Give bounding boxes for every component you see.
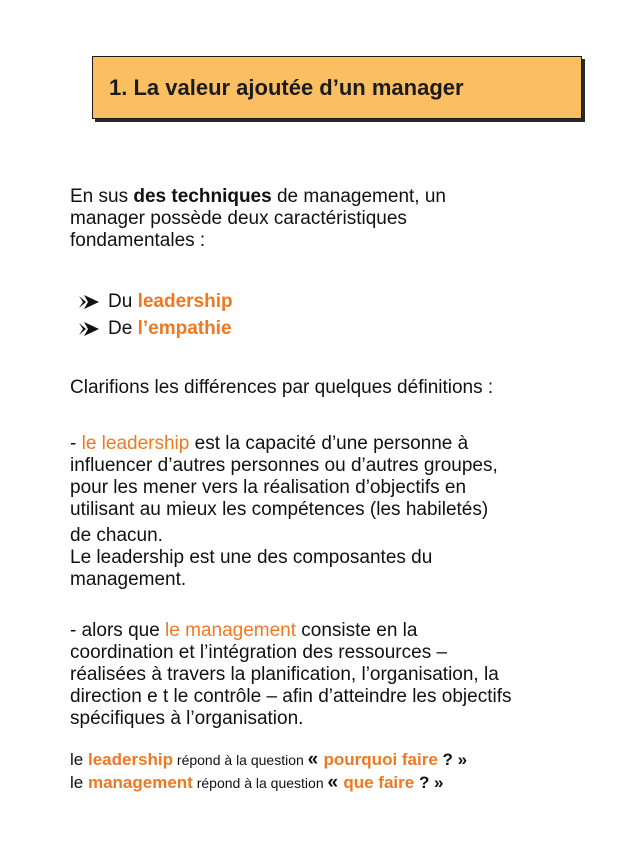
bullet-term: l’empathie: [137, 318, 232, 339]
intro-line-1: [70, 186, 446, 208]
def1-line-5: de chacun.: [70, 525, 163, 546]
arrow-bullet-icon: [78, 294, 100, 310]
intro-text-end: de management, un: [271, 186, 446, 207]
def1-line-7: management.: [70, 569, 187, 590]
q2-le: le: [70, 773, 88, 792]
bullet-item-leadership: [78, 290, 233, 314]
def1-line-1: [70, 433, 498, 455]
q1-le: le: [70, 750, 88, 769]
q2-term: management: [87, 773, 193, 792]
def1-line-6: Le leadership est une des composantes du: [70, 547, 433, 568]
def2-line-3: réalisées à travers la planification, l’organisation, la: [70, 664, 499, 685]
definition-leadership: [70, 433, 498, 591]
def2-line-4: direction e t le contrôle – afin d’atteindre les objectifs: [70, 686, 512, 707]
title-box: [92, 56, 582, 119]
def2-line-1: [70, 620, 511, 642]
intro-bold-term: des techniques: [133, 186, 272, 207]
q2-close-quote: ? »: [414, 773, 444, 792]
def2-line-2: coordination et l’intégration des ressources –: [70, 642, 448, 663]
def1-dash: -: [70, 433, 82, 454]
def1-line-2: influencer d’autres personnes ou d’autres groupes,: [70, 455, 498, 476]
bullet-prefix: Du: [108, 291, 133, 312]
clarify-line: Clarifions les différences par quelques définitions :: [70, 377, 494, 398]
intro-paragraph: [70, 186, 446, 252]
bullet-term: leadership: [137, 291, 233, 312]
q1-answer: pourquoi faire: [323, 750, 438, 769]
bullet-item-empathie: [78, 317, 232, 341]
q2-mid: répond à la question: [192, 775, 328, 791]
def1-rest: est la capacité d’une personne à: [189, 433, 469, 454]
q1-term: leadership: [87, 750, 174, 769]
q2-open-quote: «: [327, 772, 344, 793]
def1-line-3: pour les mener vers la réalisation d’objectifs en: [70, 477, 467, 498]
intro-line-2: manager possède deux caractéristiques: [70, 208, 407, 229]
definition-management: [70, 620, 511, 730]
def2-rest: consiste en la: [296, 620, 418, 641]
q1-close-quote: ? »: [437, 750, 468, 769]
intro-line-3: fondamentales :: [70, 230, 206, 251]
q2-answer: que faire: [343, 773, 415, 792]
page-title: 1. La valeur ajoutée d’un manager: [109, 74, 464, 100]
def2-dash: - alors que: [70, 620, 166, 641]
intro-text: En sus: [70, 186, 134, 207]
def2-line-5: spécifiques à l’organisation.: [70, 708, 304, 729]
def2-term: le management: [165, 620, 297, 641]
q1-open-quote: «: [307, 749, 324, 770]
q1-mid: répond à la question: [173, 752, 308, 768]
bullet-prefix: De: [108, 318, 133, 339]
question-leadership: [70, 750, 467, 770]
question-management: [70, 773, 444, 793]
def1-line-4: utilisant au mieux les compétences (les habiletés): [70, 499, 489, 520]
def1-term: le leadership: [81, 433, 190, 454]
arrow-bullet-icon: [78, 321, 100, 337]
